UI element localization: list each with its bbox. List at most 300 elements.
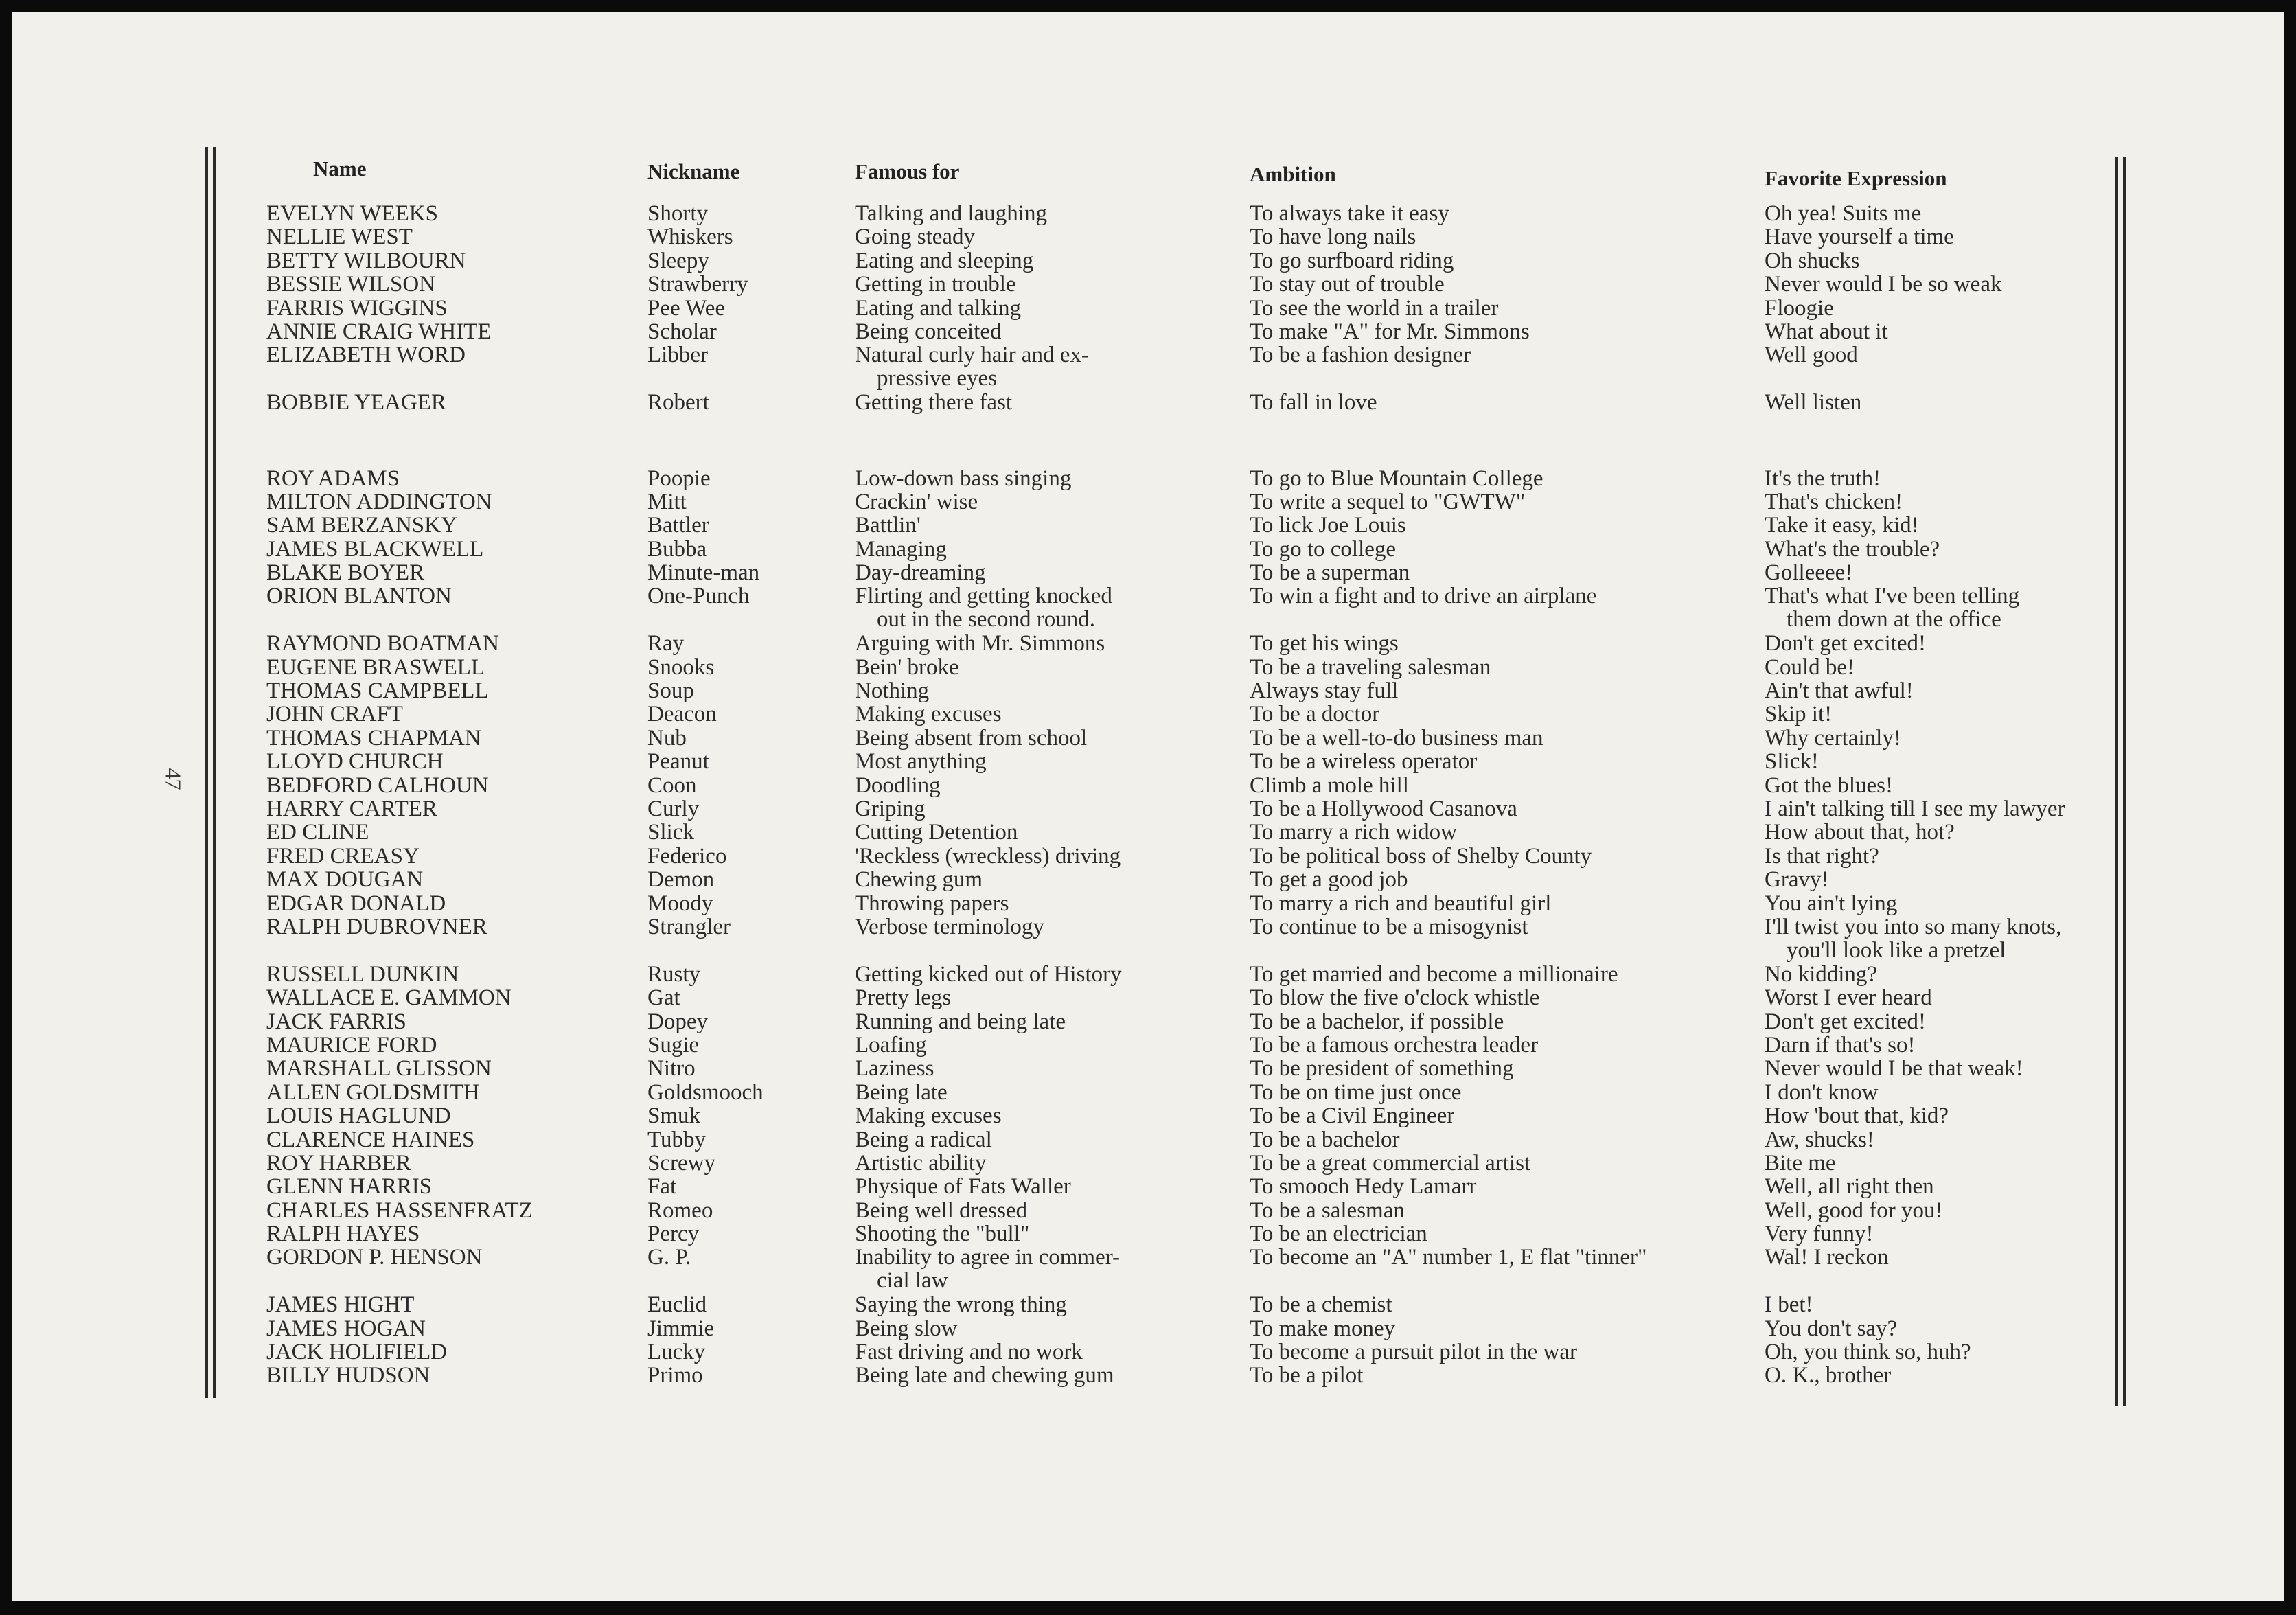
famous-for-cell-text: Being conceited (855, 319, 1002, 344)
nickname-cell (647, 343, 708, 367)
ambition-cell-text: To make "A" for Mr. Simmons (1250, 319, 1530, 344)
ambition-cell (1250, 273, 1445, 296)
name-cell-text: ANNIE CRAIG WHITE (266, 319, 492, 344)
ambition-cell-text: To be a chemist (1250, 1292, 1392, 1318)
ambition-cell-text: To get married and become a millionaire (1250, 961, 1618, 987)
name-cell-text: MAURICE FORD (266, 1032, 437, 1057)
nickname-cell (647, 1317, 714, 1340)
page-number: 47 (161, 768, 186, 790)
expression-cell (1765, 273, 2001, 296)
expression-cell (1765, 868, 1828, 891)
expression-cell-text: Could be! (1765, 654, 1855, 680)
expression-cell-text: O. K., brother (1765, 1363, 1892, 1388)
famous-for-cell-text: Inability to agree in commer- (855, 1245, 1121, 1270)
ambition-cell (1250, 584, 1596, 608)
famous-for-cell-text: Flirting and getting knocked (855, 584, 1112, 609)
famous-for-cell (855, 490, 978, 514)
nickname-cell (647, 845, 726, 868)
table-row (254, 702, 2135, 726)
name-cell (266, 774, 489, 797)
expression-cell-text: Very funny! (1765, 1222, 1874, 1247)
table-row (254, 915, 2135, 963)
name-cell-text: LOUIS HAGLUND (266, 1103, 451, 1129)
nickname-cell (647, 1293, 707, 1316)
ambition-cell-text: To continue to be a misogynist (1250, 914, 1528, 939)
name-cell (266, 202, 438, 225)
famous-for-cell (855, 1152, 987, 1175)
name-cell-text: JAMES HIGHT (266, 1292, 415, 1318)
nickname-cell (647, 1340, 705, 1364)
expression-cell (1765, 467, 1881, 490)
table-row (254, 1246, 2135, 1293)
ambition-cell-text: To be a Hollywood Casanova (1250, 797, 1517, 822)
name-cell (266, 868, 423, 891)
famous-for-cell (855, 632, 1105, 655)
nickname-cell (647, 391, 709, 414)
nickname-cell-text: Federico (647, 843, 727, 869)
famous-for-cell (855, 1246, 1120, 1292)
name-cell-text: ED CLINE (266, 820, 369, 845)
famous-for-cell (855, 1340, 1083, 1364)
nickname-cell (647, 249, 709, 273)
name-cell-text: JAMES HOGAN (266, 1316, 426, 1341)
nickname-cell (647, 1199, 713, 1222)
expression-cell (1765, 225, 1954, 249)
name-cell (266, 702, 403, 726)
table-row (254, 490, 2135, 514)
name-cell-text: JOHN CRAFT (266, 702, 403, 727)
name-cell (266, 1199, 533, 1222)
name-cell (266, 561, 424, 584)
expression-cell-text: How 'bout that, kid? (1765, 1103, 1949, 1129)
table-row (254, 1104, 2135, 1127)
expression-cell (1765, 514, 1919, 537)
ambition-cell (1250, 1010, 1504, 1033)
expression-cell-text: No kidding? (1765, 961, 1878, 987)
nickname-cell-text: Euclid (647, 1292, 707, 1318)
famous-for-cell (855, 391, 1012, 414)
ambition-cell-text: To be a bachelor, if possible (1250, 1009, 1504, 1034)
expression-cell (1765, 343, 1858, 367)
expression-cell (1765, 1293, 1813, 1316)
name-cell (266, 845, 420, 868)
expression-cell-text: Bite me (1765, 1150, 1836, 1176)
nickname-cell-text: Scholar (647, 319, 717, 344)
table-row (254, 774, 2135, 797)
ambition-cell-text: To be a traveling salesman (1250, 654, 1491, 680)
nickname-cell-text: Romeo (647, 1198, 713, 1223)
expression-cell (1765, 1340, 1971, 1364)
expression-cell (1765, 1199, 1942, 1222)
expression-cell-text: Well good (1765, 343, 1858, 368)
group-gap (254, 415, 2135, 467)
expression-cell (1765, 1222, 1874, 1246)
expression-cell-text: Have yourself a time (1765, 225, 1954, 250)
name-cell (266, 632, 499, 655)
nickname-cell-text: Goldsmooch (647, 1079, 764, 1105)
ambition-cell-text: To be a salesman (1250, 1198, 1405, 1223)
ambition-cell (1250, 845, 1592, 868)
expression-cell-text: Ain't that awful! (1765, 678, 1914, 704)
header-favorite-expression: Favorite Expression (1765, 166, 1947, 190)
famous-for-cell-text: Being late (855, 1079, 948, 1105)
ambition-cell (1250, 1364, 1363, 1387)
boys-group (254, 467, 2135, 1388)
name-cell-text: FRED CREASY (266, 843, 420, 869)
name-cell-text: SAM BERZANSKY (266, 513, 457, 538)
nickname-cell (647, 679, 694, 702)
famous-for-cell (855, 1317, 957, 1340)
ambition-cell-text: Always stay full (1250, 678, 1399, 704)
name-cell (266, 656, 485, 679)
ambition-cell (1250, 702, 1379, 726)
name-cell (266, 467, 400, 490)
name-cell (266, 1128, 474, 1152)
name-cell (266, 1293, 414, 1316)
name-cell-text: BETTY WILBOURN (266, 248, 466, 273)
expression-cell (1765, 1246, 1889, 1269)
nickname-cell (647, 202, 708, 225)
name-cell (266, 343, 466, 367)
nickname-cell-text: Sleepy (647, 248, 709, 273)
nickname-cell (647, 726, 687, 750)
famous-for-cell (855, 538, 947, 561)
expression-cell (1765, 726, 1901, 750)
ambition-cell (1250, 726, 1543, 750)
name-cell-text: EDGAR DONALD (266, 891, 446, 916)
famous-for-cell-text: Eating and sleeping (855, 248, 1034, 273)
table-row (254, 391, 2135, 414)
famous-for-cell (855, 1175, 1071, 1198)
ambition-cell-text: To be a superman (1250, 560, 1410, 586)
name-cell-text: BEDFORD CALHOUN (266, 772, 489, 798)
table-row (254, 868, 2135, 891)
expression-cell-text: You ain't lying (1765, 891, 1898, 916)
name-cell (266, 1222, 420, 1246)
ambition-cell (1250, 986, 1539, 1009)
name-cell (266, 1057, 492, 1080)
expression-cell (1765, 915, 2061, 962)
name-cell (266, 1317, 426, 1340)
ambition-cell (1250, 750, 1477, 773)
expression-cell-continuation: you'll look like a pretzel (1787, 937, 2006, 963)
expression-cell-text: I bet! (1765, 1292, 1813, 1318)
nickname-cell-text: Gat (647, 985, 680, 1011)
name-cell-text: CHARLES HASSENFRATZ (266, 1198, 533, 1223)
famous-for-cell (855, 656, 959, 679)
name-cell-text: GLENN HARRIS (266, 1174, 433, 1200)
expression-cell (1765, 892, 1897, 915)
famous-for-cell (855, 1010, 1066, 1033)
famous-for-cell (855, 1128, 992, 1152)
famous-for-cell (855, 892, 1009, 915)
nickname-cell-text: Battler (647, 513, 709, 538)
ambition-cell (1250, 1340, 1577, 1364)
name-cell-text: MAX DOUGAN (266, 867, 424, 893)
ambition-cell (1250, 467, 1543, 490)
nickname-cell (647, 1057, 696, 1080)
expression-cell-text: Well, good for you! (1765, 1198, 1943, 1223)
nickname-cell (647, 538, 707, 561)
famous-for-cell (855, 821, 1018, 844)
nickname-cell (647, 1081, 764, 1104)
name-cell-text: FARRIS WIGGINS (266, 295, 448, 321)
name-cell (266, 1175, 432, 1198)
name-cell-text: BLAKE BOYER (266, 560, 425, 586)
famous-for-cell (855, 225, 975, 249)
table-row (254, 584, 2135, 632)
name-cell (266, 726, 481, 750)
expression-cell-text: How about that, hot? (1765, 820, 1955, 845)
ambition-cell (1250, 249, 1454, 273)
name-cell-text: THOMAS CAMPBELL (266, 678, 489, 704)
header-ambition: Ambition (1250, 162, 1336, 186)
table-row (254, 1293, 2135, 1316)
header-famous-for: Famous for (855, 159, 960, 183)
famous-for-cell-text: Talking and laughing (855, 201, 1047, 226)
nickname-cell (647, 584, 749, 608)
table-row (254, 750, 2135, 773)
expression-cell (1765, 821, 1955, 844)
nickname-cell (647, 892, 713, 915)
ambition-cell-text: To be a pilot (1250, 1363, 1364, 1388)
expression-cell-text: That's what I've been telling (1765, 584, 2020, 609)
nickname-cell-text: Pee Wee (647, 295, 726, 321)
famous-for-cell-text: Being late and chewing gum (855, 1363, 1114, 1388)
name-cell-text: BESSIE WILSON (266, 272, 435, 297)
famous-for-cell-text: Getting in trouble (855, 272, 1016, 297)
ambition-cell (1250, 225, 1416, 249)
table-row (254, 1033, 2135, 1057)
name-cell-text: MARSHALL GLISSON (266, 1056, 492, 1081)
name-cell (266, 1364, 430, 1387)
name-cell-text: RUSSELL DUNKIN (266, 961, 459, 987)
name-cell-text: RALPH HAYES (266, 1222, 420, 1247)
famous-for-cell (855, 797, 926, 821)
nickname-cell (647, 797, 699, 821)
famous-for-cell (855, 1033, 926, 1057)
ambition-cell (1250, 1128, 1400, 1152)
famous-for-cell-text: Day-dreaming (855, 560, 986, 586)
famous-for-cell-text: Loafing (855, 1032, 927, 1057)
nickname-cell-text: Minute-man (647, 560, 760, 586)
name-cell-text: BOBBIE YEAGER (266, 390, 446, 415)
ambition-cell-text: Climb a mole hill (1250, 772, 1409, 798)
famous-for-cell-text: Managing (855, 536, 947, 562)
famous-for-cell-text: Throwing papers (855, 891, 1009, 916)
expression-cell (1765, 1175, 1934, 1198)
nickname-cell-text: Soup (647, 678, 694, 704)
nickname-cell-text: Moody (647, 891, 713, 916)
expression-cell-text: What about it (1765, 319, 1888, 344)
table-row (254, 561, 2135, 584)
nickname-cell-text: Sugie (647, 1032, 700, 1057)
expression-cell (1765, 391, 1861, 414)
table-row (254, 1081, 2135, 1104)
ambition-cell-text: To become a pursuit pilot in the war (1250, 1340, 1577, 1365)
expression-cell-text: Oh, you think so, huh? (1765, 1340, 1971, 1365)
expression-cell (1765, 1081, 1878, 1104)
famous-for-cell-text: Low-down bass singing (855, 466, 1072, 491)
table-row (254, 343, 2135, 391)
nickname-cell (647, 915, 731, 939)
ambition-cell (1250, 1033, 1538, 1057)
ambition-cell-text: To be a fashion designer (1250, 343, 1471, 368)
famous-for-cell (855, 561, 986, 584)
name-cell (266, 679, 489, 702)
expression-cell (1765, 845, 1879, 868)
expression-cell-text: Skip it! (1765, 702, 1833, 727)
table-row (254, 726, 2135, 750)
ambition-cell (1250, 1317, 1395, 1340)
expression-cell-text: I don't know (1765, 1079, 1879, 1105)
famous-for-cell-text: Artistic ability (855, 1150, 987, 1176)
expression-cell (1765, 1317, 1897, 1340)
name-cell (266, 892, 446, 915)
ambition-cell-text: To become an "A" number 1, E flat "tinner" (1250, 1245, 1647, 1270)
ambition-cell-text: To make money (1250, 1316, 1396, 1341)
ambition-cell-text: To marry a rich and beautiful girl (1250, 891, 1552, 916)
ambition-cell (1250, 320, 1530, 343)
expression-cell (1765, 679, 1914, 702)
name-cell-text: THOMAS CHAPMAN (266, 725, 481, 751)
nickname-cell (647, 1175, 676, 1198)
ambition-cell (1250, 1081, 1461, 1104)
famous-for-cell-text: Going steady (855, 225, 976, 250)
ambition-cell-text: To have long nails (1250, 225, 1416, 250)
nickname-cell-text: Ray (647, 631, 685, 656)
famous-for-cell (855, 202, 1047, 225)
name-cell (266, 963, 459, 986)
famous-for-cell-continuation: out in the second round. (877, 607, 1096, 632)
table-row (254, 845, 2135, 868)
ambition-cell (1250, 538, 1396, 561)
famous-for-cell (855, 726, 1087, 750)
nickname-cell (647, 1010, 708, 1033)
nickname-cell-text: Fat (647, 1174, 677, 1200)
name-cell (266, 584, 452, 608)
nickname-cell (647, 320, 717, 343)
expression-cell-text: Well listen (1765, 390, 1862, 415)
nickname-cell (647, 467, 711, 490)
name-cell (266, 297, 448, 320)
ambition-cell-text: To go to college (1250, 536, 1397, 562)
expression-cell-text: Why certainly! (1765, 725, 1901, 751)
ambition-cell-text: To write a sequel to "GWTW" (1250, 489, 1526, 514)
name-cell (266, 821, 369, 844)
ambition-cell (1250, 915, 1528, 939)
name-cell (266, 514, 457, 537)
famous-for-cell-text: Nothing (855, 678, 930, 704)
header-name: Name (313, 157, 367, 181)
header-nickname: Nickname (647, 159, 740, 183)
nickname-cell-text: Robert (647, 390, 709, 415)
table-row (254, 1128, 2135, 1152)
famous-for-cell-text: Verbose terminology (855, 914, 1044, 939)
ambition-cell-text: To lick Joe Louis (1250, 513, 1406, 538)
ambition-cell (1250, 632, 1399, 655)
expression-cell-text: Is that right? (1765, 843, 1879, 869)
name-cell-text: ALLEN GOLDSMITH (266, 1079, 480, 1105)
ambition-cell-text: To be president of something (1250, 1056, 1514, 1081)
nickname-cell-text: G. P. (647, 1245, 691, 1270)
expression-cell-text: Aw, shucks! (1765, 1127, 1874, 1152)
left-double-rule-inner (213, 147, 216, 1398)
name-cell-text: ROY HARBER (266, 1150, 411, 1176)
famous-for-cell (855, 1081, 948, 1104)
table-row (254, 1364, 2135, 1387)
expression-cell-text: I ain't talking till I see my lawyer (1765, 797, 2065, 822)
ambition-cell-text: To go to Blue Mountain College (1250, 466, 1543, 491)
table-row (254, 249, 2135, 273)
name-cell (266, 320, 492, 343)
nickname-cell-text: Nub (647, 725, 687, 751)
expression-cell-text: Don't get excited! (1765, 1009, 1927, 1034)
table-row (254, 202, 2135, 225)
ambition-cell (1250, 1293, 1392, 1316)
ambition-cell (1250, 514, 1406, 537)
nickname-cell-text: Deacon (647, 702, 717, 727)
expression-cell (1765, 297, 1834, 320)
nickname-cell-text: Peanut (647, 749, 709, 775)
famous-for-cell (855, 1104, 1002, 1127)
expression-cell (1765, 632, 1926, 655)
name-cell-text: ROY ADAMS (266, 466, 400, 491)
ambition-cell-text: To go surfboard riding (1250, 248, 1454, 273)
table-row (254, 656, 2135, 679)
nickname-cell-text: Slick (647, 820, 694, 845)
expression-cell (1765, 750, 1819, 773)
famous-for-cell (855, 1364, 1114, 1387)
name-cell (266, 1152, 411, 1175)
expression-cell-continuation: them down at the office (1787, 607, 2001, 632)
name-cell (266, 986, 512, 1009)
ambition-cell (1250, 391, 1377, 414)
ambition-cell (1250, 892, 1551, 915)
expression-cell-text: Floogie (1765, 295, 1834, 321)
ambition-cell-text: To be an electrician (1250, 1222, 1427, 1247)
famous-for-cell-text: Natural curly hair and ex- (855, 343, 1089, 368)
nickname-cell-text: Curly (647, 797, 700, 822)
name-cell-text: JACK FARRIS (266, 1009, 406, 1034)
expression-cell-text: Oh yea! Suits me (1765, 201, 1922, 226)
famous-for-cell-text: Cutting Detention (855, 820, 1018, 845)
famous-for-cell-text: Pretty legs (855, 985, 952, 1011)
ambition-cell-text: To be a bachelor (1250, 1127, 1400, 1152)
nickname-cell (647, 273, 748, 296)
famous-for-cell (855, 986, 951, 1009)
expression-cell (1765, 249, 1859, 273)
nickname-cell (647, 225, 733, 249)
famous-for-cell-text: Arguing with Mr. Simmons (855, 631, 1105, 656)
table-row (254, 320, 2135, 343)
yearbook-page (12, 12, 2284, 1601)
ambition-cell-text: To be political boss of Shelby County (1250, 843, 1592, 869)
famous-for-cell-text: Doodling (855, 772, 941, 798)
expression-cell-text: Golleeee! (1765, 560, 1853, 586)
expression-cell-text: What's the trouble? (1765, 536, 1940, 562)
expression-cell (1765, 797, 2065, 821)
famous-for-cell-text: Laziness (855, 1056, 934, 1081)
nickname-cell-text: Primo (647, 1363, 703, 1388)
expression-cell-text: I'll twist you into so many knots, (1765, 914, 2062, 939)
ambition-cell-text: To get a good job (1250, 867, 1408, 893)
expression-cell-text: Oh shucks (1765, 248, 1860, 273)
nickname-cell (647, 821, 694, 844)
nickname-cell-text: Screwy (647, 1150, 715, 1176)
famous-for-cell-continuation: pressive eyes (877, 366, 998, 391)
famous-for-cell-text: Running and being late (855, 1009, 1066, 1034)
